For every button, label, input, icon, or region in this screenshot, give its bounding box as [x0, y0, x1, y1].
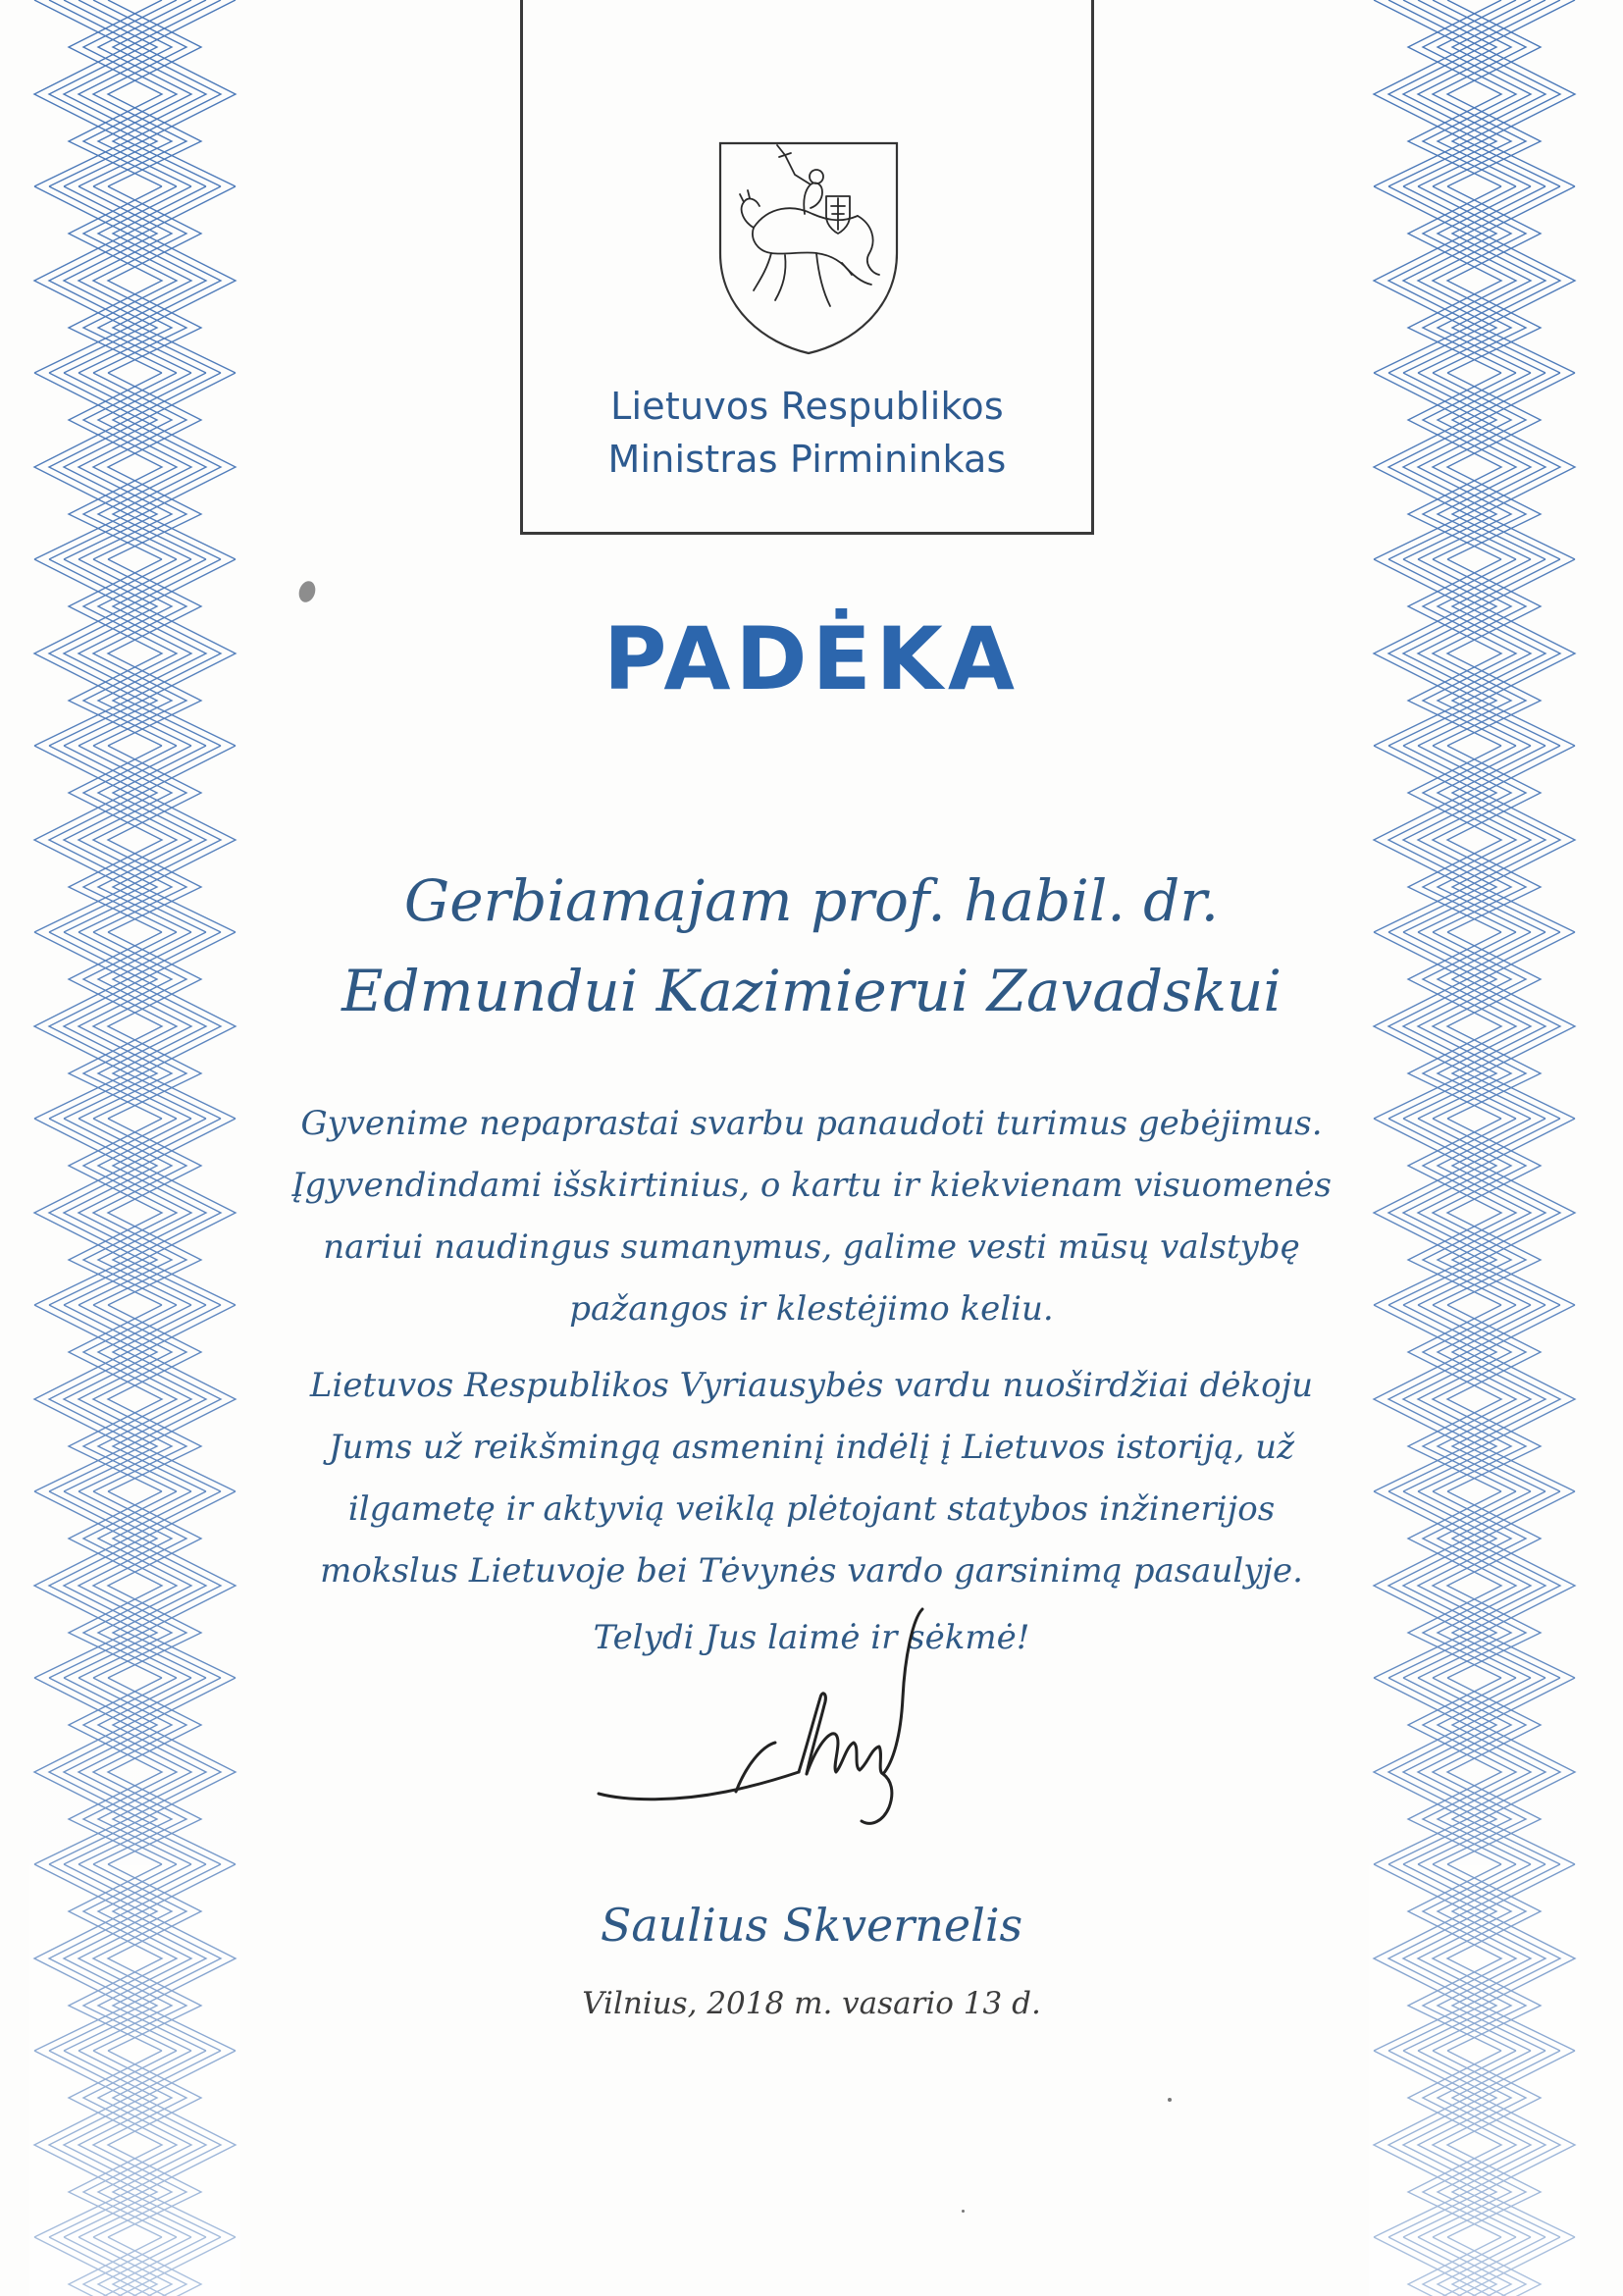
- document-title: PADĖKA: [603, 608, 1020, 709]
- body-paragraph-2-line-3: ilgametę ir aktyvią veiklą plėtojant statybos inžinerijos: [347, 1489, 1276, 1529]
- body-paragraph-2-line-4: mokslus Lietuvoje bei Tėvynės vardo garsinimą pasaulyje.: [320, 1551, 1303, 1591]
- scan-speck: [1168, 2098, 1172, 2102]
- body-paragraph-1-line-1: Gyvenime nepaprastai svarbu panaudoti turimus gebėjimus.: [300, 1104, 1323, 1143]
- ornament-border-left: [29, 0, 240, 2296]
- body-paragraph-2-line-2: Jums už reikšmingą asmeninį indėlį į Lietuvos istoriją, už: [328, 1428, 1294, 1467]
- issuer-line-2: Ministras Pirmininkas: [607, 438, 1007, 481]
- recipient-name: Edmundui Kazimierui Zavadskui: [341, 958, 1282, 1024]
- scan-speck: [962, 2210, 965, 2213]
- body-paragraph-2-line-1: Lietuvos Respublikos Vyriausybės vardu nuoširdžiai dėkoju: [309, 1366, 1314, 1405]
- body-paragraph-1-line-3: nariui naudingus sumanymus, galime vesti mūsų valstybę: [323, 1227, 1300, 1267]
- ink-blot: [296, 579, 318, 604]
- body-paragraph-1-line-2: Įgyvendindami išskirtinius, o kartu ir kiekvienam visuomenės: [291, 1166, 1332, 1205]
- lithuanian-zigzag-ornament-icon: [29, 0, 240, 2296]
- handwritten-signature: [589, 1599, 971, 1854]
- issuer-emblem-box: [520, 0, 1094, 535]
- signer-name: Saulius Skvernelis: [600, 1899, 1023, 1952]
- lithuanian-zigzag-ornament-icon: [1369, 0, 1580, 2296]
- recipient-salutation: Gerbiamajam prof. habil. dr.: [403, 867, 1220, 934]
- place-and-date: Vilnius, 2018 m. vasario 13 d.: [582, 1986, 1041, 2021]
- issuer-line-1: Lietuvos Respublikos: [610, 385, 1004, 428]
- ornament-border-right: [1369, 0, 1580, 2296]
- closing-wish: Telydi Jus laimė ir sėkmė!: [593, 1618, 1030, 1657]
- body-paragraph-1-line-4: pažangos ir klestėjimo keliu.: [569, 1289, 1054, 1329]
- coat-of-arms-vytis-icon: [714, 137, 903, 358]
